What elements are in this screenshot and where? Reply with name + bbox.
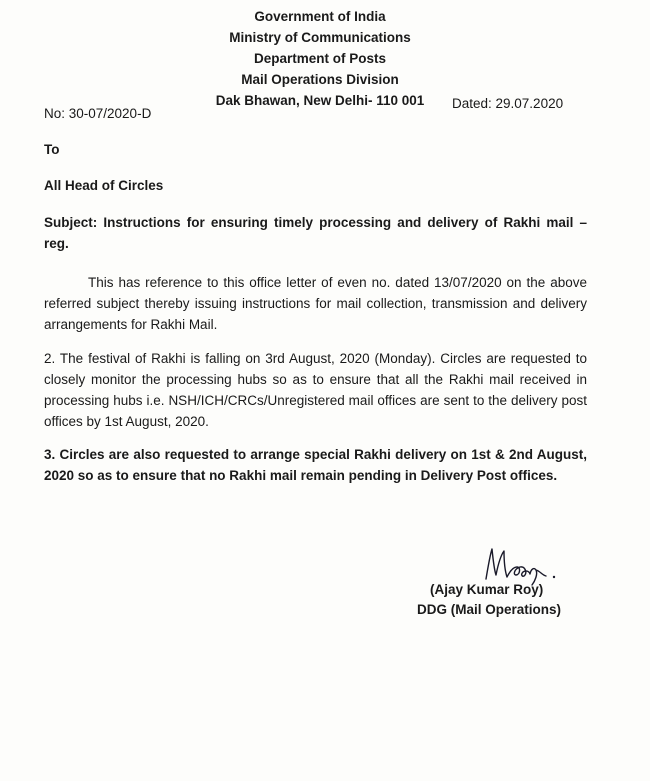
signatory-designation: DDG (Mail Operations) xyxy=(417,602,562,617)
paragraph-3: 3. Circles are also requested to arrange special Rakhi delivery on 1st & 2nd August, 2020 so as to ensure that no Rakhi mail remain pending in Delivery Post offices. xyxy=(44,447,587,483)
addressee: All Head of Circles xyxy=(44,178,164,193)
letterhead-division: Mail Operations Division xyxy=(241,72,399,87)
to-label: To xyxy=(44,142,60,157)
reference-number: No: 30-07/2020-D xyxy=(44,106,152,121)
handwritten-signature xyxy=(480,545,560,587)
letterhead-ministry: Ministry of Communications xyxy=(229,30,411,45)
subject-line: Subject: Instructions for ensuring timely processing and delivery of Rakhi mail – reg. xyxy=(44,215,587,251)
letterhead-government: Government of India xyxy=(254,9,386,24)
letterhead-department: Department of Posts xyxy=(253,51,387,66)
letterhead-address: Dak Bhawan, New Delhi- 110 001 xyxy=(215,93,425,108)
letterhead xyxy=(150,6,490,111)
paragraph-2: 2. The festival of Rakhi is falling on 3rd August, 2020 (Monday). Circles are requested to closely monitor the processing hubs so as to ensure that all the Rakhi mail received in processing hubs i.e. NSH/ICH/CRCs/Unregistered mail offices are sent to the delivery post offices by 1st August, 2020. xyxy=(44,351,587,429)
paragraph-1: This has reference to this office letter of even no. dated 13/07/2020 on the above referred subject thereby issuing instructions for mail collection, transmission and delivery arrangements for Rakhi Mail. xyxy=(44,275,587,332)
letter-date: Dated: 29.07.2020 xyxy=(452,96,564,111)
signatory-name: (Ajay Kumar Roy) xyxy=(430,582,544,597)
